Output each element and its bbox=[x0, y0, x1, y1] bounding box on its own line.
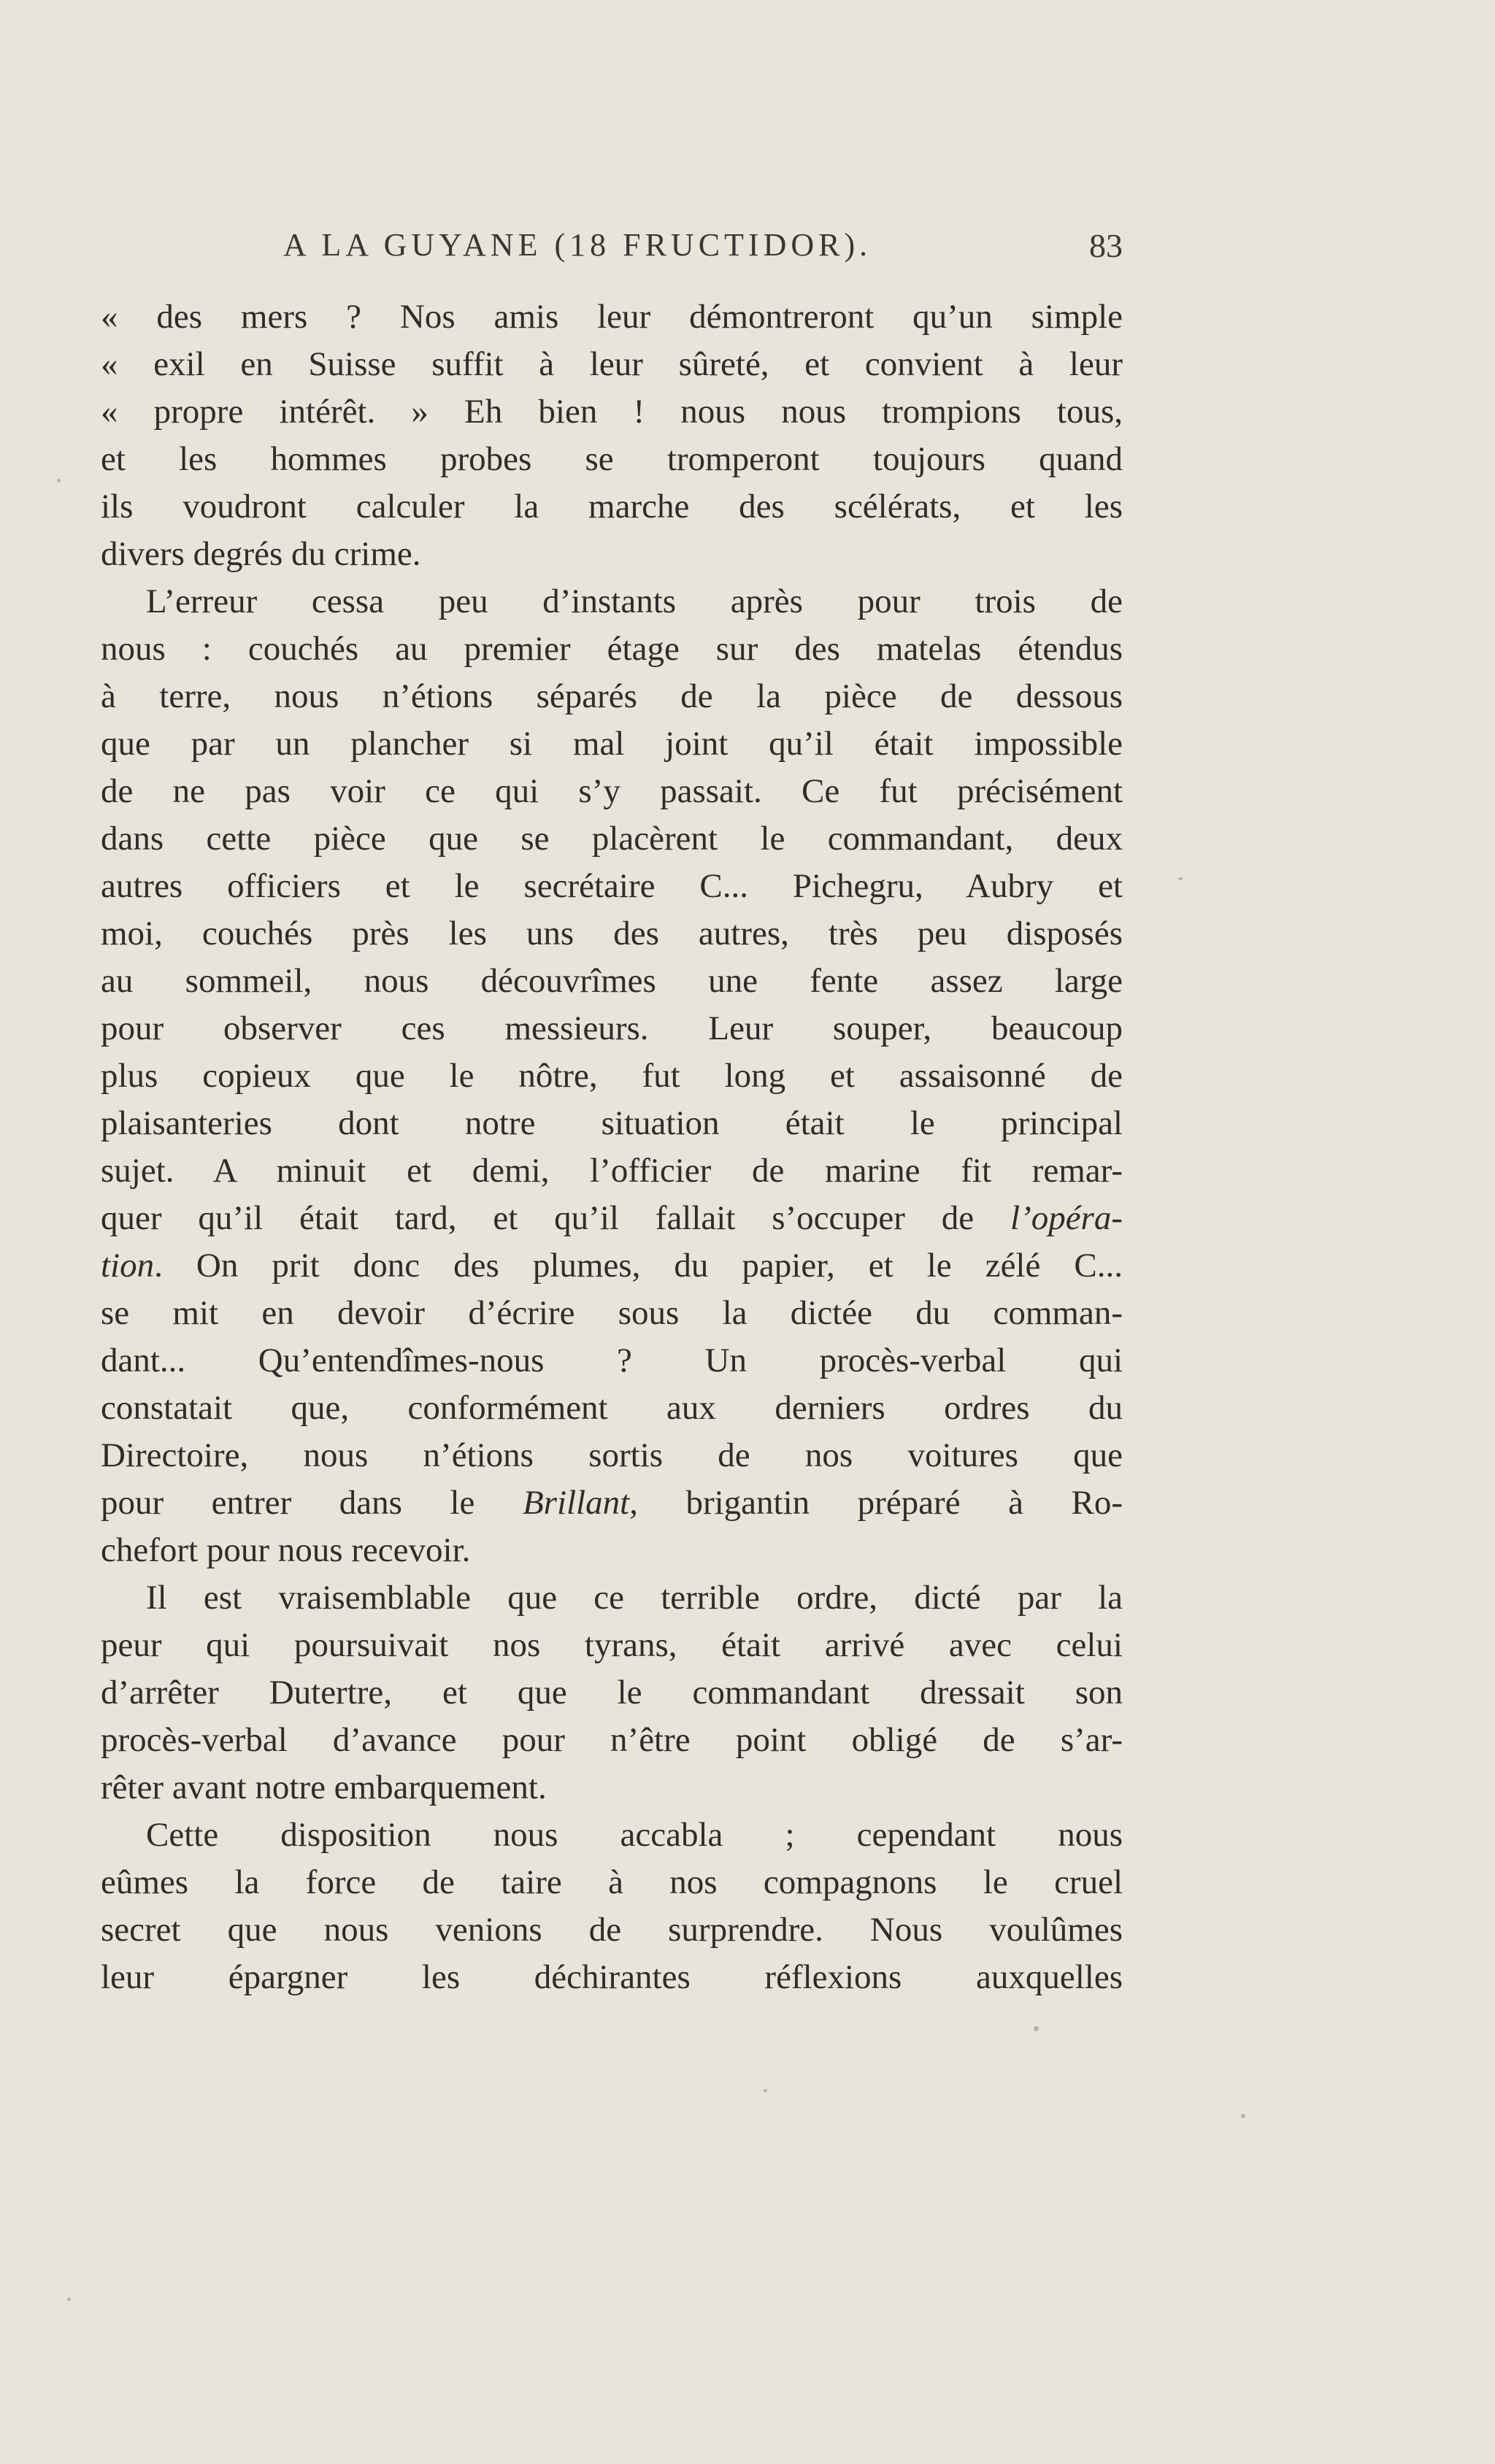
text-line: sujet. A minuit et demi, l’officier de marine fit remar- bbox=[101, 1152, 1123, 1190]
text-line: d’arrêter Dutertre, et que le commandant dressait son bbox=[101, 1674, 1123, 1712]
text-line: secret que nous venions de surprendre. Nous voulûmes bbox=[101, 1911, 1123, 1949]
text-line: Il est vraisemblable que ce terrible ordre, dicté par la bbox=[146, 1579, 1123, 1617]
text-line: « des mers ? Nos amis leur démontreront qu’un simple bbox=[101, 298, 1123, 336]
text-line: dans cette pièce que se placèrent le commandant, deux bbox=[101, 820, 1123, 858]
text-line: pour entrer dans le Brillant, brigantin préparé à Ro- bbox=[101, 1484, 1123, 1522]
text-line: se mit en devoir d’écrire sous la dictée du comman- bbox=[101, 1294, 1123, 1332]
text-line: Directoire, nous n’étions sortis de nos voitures que bbox=[101, 1436, 1123, 1474]
text-line: de ne pas voir ce qui s’y passait. Ce fut précisément bbox=[101, 772, 1123, 810]
text-line: ils voudront calculer la marche des scélérats, et les bbox=[101, 488, 1123, 525]
text-line: nous : couchés au premier étage sur des matelas étendus bbox=[101, 630, 1123, 668]
text-line: Cette disposition nous accabla ; cependant nous bbox=[146, 1816, 1123, 1854]
text-line: dant... Qu’entendîmes-nous ? Un procès-verbal qui bbox=[101, 1341, 1123, 1379]
text-line: leur épargner les déchirantes réflexions auxquelles bbox=[101, 1958, 1123, 1996]
text-line: divers degrés du crime. bbox=[101, 535, 421, 573]
text-line: rêter avant notre embarquement. bbox=[101, 1768, 547, 1806]
italic-word: l’opéra- bbox=[1010, 1199, 1123, 1237]
text-line: eûmes la force de taire à nos compagnons le cruel bbox=[101, 1863, 1123, 1901]
paper-speck bbox=[67, 2298, 71, 2301]
text-line: « propre intérêt. » Eh bien ! nous nous trompions tous, bbox=[101, 393, 1123, 431]
running-head-title: A LA GUYANE (18 FRUCTIDOR). bbox=[283, 227, 872, 263]
page-number: 83 bbox=[1089, 227, 1123, 264]
text-line: tion. On prit donc des plumes, du papier, et le zélé C... bbox=[101, 1247, 1123, 1285]
italic-word: tion bbox=[101, 1247, 155, 1285]
text-line: moi, couchés près les uns des autres, très peu disposés bbox=[101, 915, 1123, 952]
text-line: L’erreur cessa peu d’instants après pour trois de bbox=[146, 582, 1123, 620]
text-line: autres officiers et le secrétaire C... Pichegru, Aubry et bbox=[101, 867, 1123, 905]
paper-speck bbox=[1241, 2114, 1245, 2118]
text-line: « exil en Suisse suffit à leur sûreté, et convient à leur bbox=[101, 345, 1123, 383]
paper-speck bbox=[57, 479, 61, 482]
text-line: à terre, nous n’étions séparés de la pièce de dessous bbox=[101, 677, 1123, 715]
text-line: plus copieux que le nôtre, fut long et assaisonné de bbox=[101, 1057, 1123, 1095]
text-line: pour observer ces messieurs. Leur souper, beaucoup bbox=[101, 1009, 1123, 1047]
text-line: que par un plancher si mal joint qu’il était impossible bbox=[101, 725, 1123, 763]
running-head bbox=[101, 226, 1123, 270]
text-line: chefort pour nous recevoir. bbox=[101, 1531, 471, 1569]
paper-speck bbox=[1178, 877, 1183, 880]
text-line: au sommeil, nous découvrîmes une fente assez large bbox=[101, 962, 1123, 1000]
paper-speck bbox=[1034, 2026, 1039, 2031]
paper-speck bbox=[764, 2089, 767, 2093]
italic-ship-name: Brillant, bbox=[522, 1484, 638, 1522]
text-line: procès-verbal d’avance pour n’être point obligé de s’ar- bbox=[101, 1721, 1123, 1759]
text-line: et les hommes probes se tromperont toujours quand bbox=[101, 440, 1123, 478]
text-line: peur qui poursuivait nos tyrans, était arrivé avec celui bbox=[101, 1626, 1123, 1664]
body-text bbox=[101, 293, 1123, 2001]
text-line: quer qu’il était tard, et qu’il fallait s’occuper de l’opéra- bbox=[101, 1199, 1123, 1237]
text-line: constatait que, conformément aux derniers ordres du bbox=[101, 1389, 1123, 1427]
text-line: plaisanteries dont notre situation était le principal bbox=[101, 1104, 1123, 1142]
